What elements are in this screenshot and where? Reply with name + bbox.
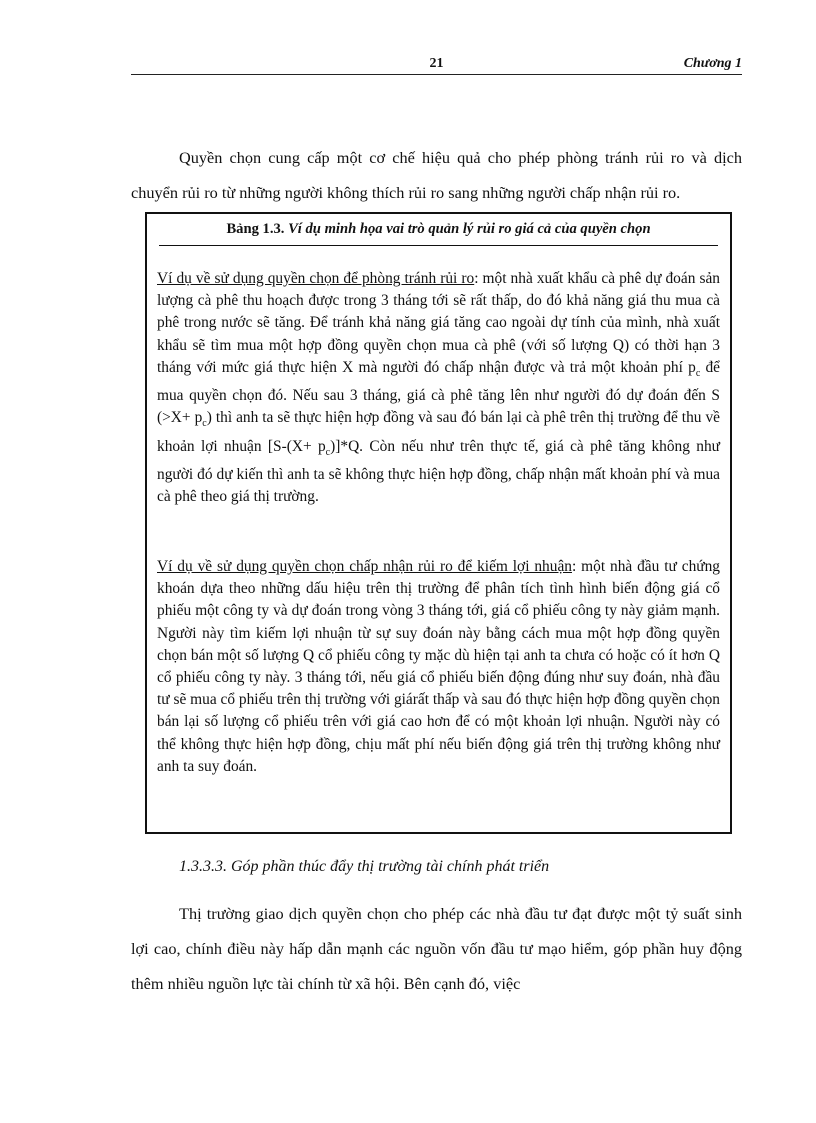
box-title-label: Bảng 1.3.: [226, 221, 285, 237]
example-hedging-text-a: : một nhà xuất khẩu cà phê dự đoán sản lượng cà phê thu hoạch được trong 3 tháng tới sẽ rất thấp, do đó khả năng giá thu mua cà phê trong nước sẽ tăng. Để tránh khả năng giá tăng cao ngoài dự tính của mình, nhà xuất khẩu sẽ tìm mua một hợp đồng quyền chọn mua cà phê (với số lượng Q) có thời hạn 3 tháng với mức giá thực hiện X mà người đó chấp nhận được và trả một khoản phí p: [157, 270, 720, 376]
closing-paragraph: Thị trường giao dịch quyền chọn cho phép các nhà đầu tư đạt được một tỷ suất sinh lợi cao, chính điều này hấp dẫn mạnh các nguồn vốn đầu tư mạo hiểm, góp phần huy động thêm nhiều nguồn lực tài chính từ xã hội. Bên cạnh đó, việc: [131, 904, 742, 993]
subscript-c: c: [202, 418, 207, 430]
chapter-label: Chương 1: [683, 56, 742, 71]
example-hedging-text-b: để mua quyền chọn đó. Nếu sau 3 tháng, giá cà phê tăng lên như người đó dự đoán đến S (>X+ p: [157, 358, 721, 427]
example-speculation-lead: Ví dụ về sử dụng quyền chọn chấp nhận rủi ro để kiếm lợi nhuận: [157, 558, 572, 575]
example-speculation: [157, 556, 720, 778]
box-title: [159, 221, 718, 246]
box-title-text: Ví dụ minh họa vai trò quản lý rủi ro giá cả của quyền chọn: [288, 221, 651, 237]
example-hedging-lead: Ví dụ về sử dụng quyền chọn để phòng tránh rủi ro: [157, 270, 475, 287]
subscript-c: c: [695, 367, 701, 379]
example-hedging: [157, 268, 720, 508]
example-box: [145, 212, 732, 834]
page-number: 21: [429, 56, 444, 71]
example-hedging-text-c: ) thì anh ta sẽ thực hiện hợp đồng và sau đó bán lại cà phê trên thị trường để thu về khoản lợi nhuận [S-(X+ p: [157, 409, 720, 455]
page-header: [131, 52, 742, 75]
intro-paragraph: Quyền chọn cung cấp một cơ chế hiệu quả cho phép phòng tránh rủi ro và dịch chuyển rủi ro từ những người không thích rủi ro sang những người chấp nhận rủi ro.: [131, 148, 742, 202]
subscript-c: c: [325, 446, 331, 458]
example-speculation-text: : một nhà đầu tư chứng khoán dựa theo những dấu hiệu trên thị trường để phân tích tình hình biến động giá cổ phiếu một công ty và dự đoán trong vòng 3 tháng tới, giá cổ phiếu công ty này giảm mạnh. Người này tìm kiếm lợi nhuận từ sự suy đoán này bằng cách mua một hợp đồng quyền chọn bán một số lượng Q cổ phiếu công ty mặc dù hiện tại anh ta chưa có hoặc có ít hơn Q cổ phiếu công ty này. 3 tháng tới, nếu giá cổ phiếu biến động đúng như suy đoán, nhà đầu tư sẽ mua cổ phiếu trên thị trường với giárất thấp và sau đó thực hiện hợp đồng quyền chọn bán lại số lượng cổ phiếu trên với giá cao hơn để có một khoản lợi nhuận. Người này có thể không thực hiện hợp đồng, chịu mất phí nếu biến động giá trên thị trường không như anh ta suy đoán.: [157, 558, 720, 775]
example-hedging-text-d: )]*Q. Còn nếu như trên thực tế, giá cà phê tăng không như người đó dự kiến thì anh ta sẽ không thực hiện hợp đồng, chấp nhận mất khoản phí và mua cà phê theo giá thị trường.: [157, 437, 721, 506]
section-subheading: 1.3.3.3. Góp phần thúc đẩy thị trường tài chính phát triển: [179, 858, 550, 875]
